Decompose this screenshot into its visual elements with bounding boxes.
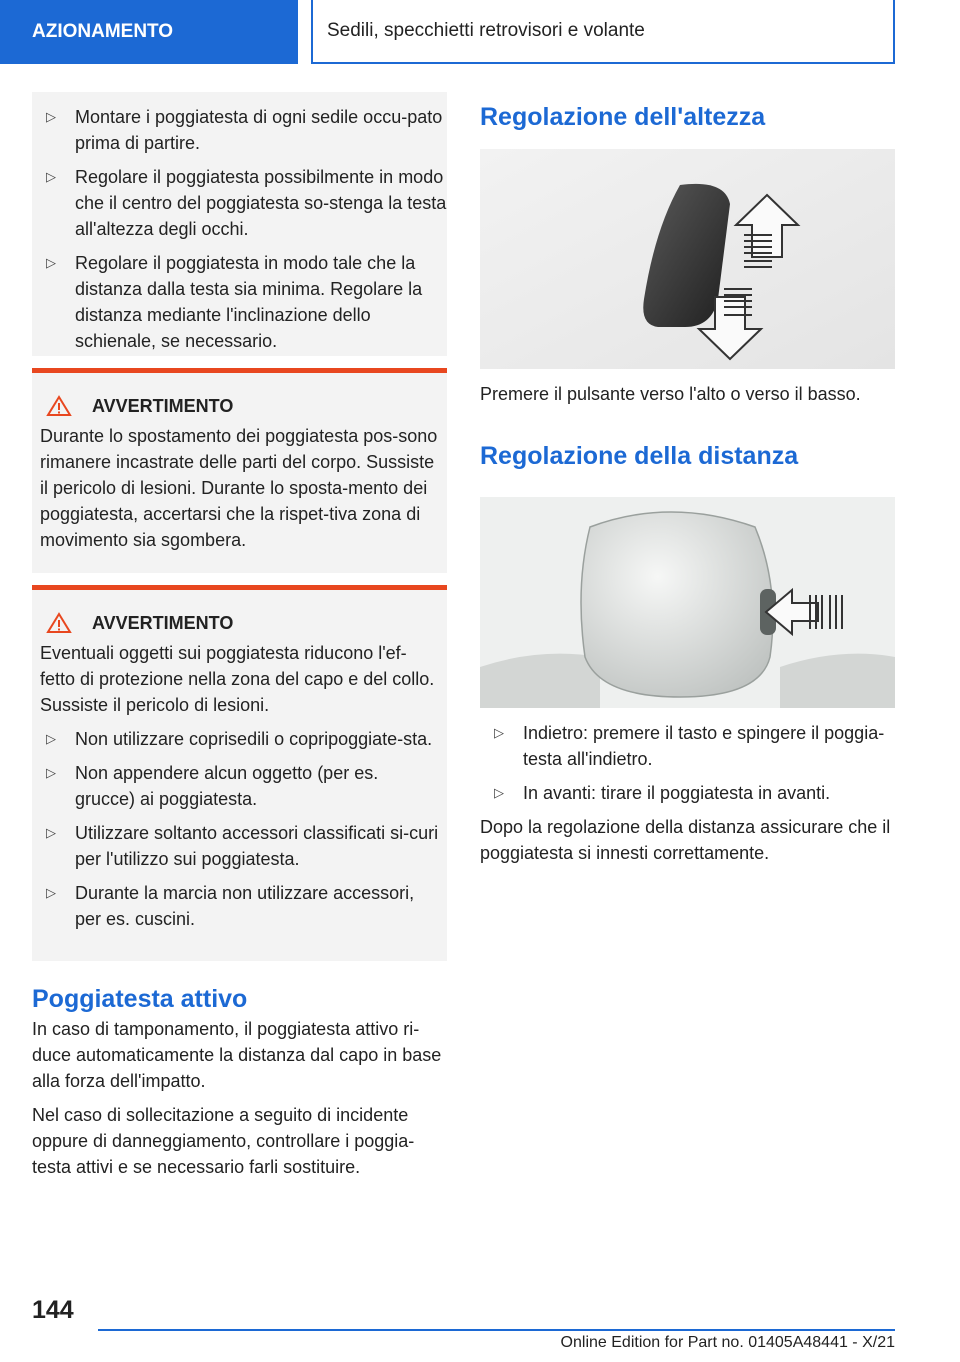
intro-panel — [32, 92, 447, 356]
footer-divider — [98, 1329, 895, 1331]
triangle-bullet-icon: ▷ — [46, 255, 56, 270]
list-item: ▷ Non utilizzare coprisedili o copripoggiate-sta. — [32, 726, 439, 752]
section-title: Sedili, specchietti retrovisori e volante — [311, 0, 895, 64]
height-caption: Premere il pulsante verso l'alto o verso il basso. — [480, 384, 861, 404]
list-item: ▷ Durante la marcia non utilizzare accessori, per es. cuscini. — [32, 880, 439, 932]
list-item: ▷ Utilizzare soltanto accessori classificati si-curi per l'utilizzo sui poggiatesta. — [32, 820, 439, 872]
chapter-tab: AZIONAMENTO — [0, 0, 298, 64]
warning-triangle-icon — [46, 395, 72, 417]
paragraph: In caso di tamponamento, il poggiatesta attivo ri-duce automaticamente la distanza dal capo in base alla forza dell'impatto. — [32, 1019, 442, 1091]
triangle-bullet-icon: ▷ — [46, 169, 56, 184]
section-heading: Regolazione dell'altezza — [480, 103, 766, 131]
triangle-bullet-icon: ▷ — [46, 109, 56, 124]
section-heading: Regolazione della distanza — [480, 442, 799, 470]
section-heading: Poggiatesta attivo — [32, 985, 248, 1013]
intro-list — [32, 104, 447, 354]
warning-text: Eventuali oggetti sui poggiatesta riducono l'ef-fetto di protezione nella zona del capo e del collo. Sussiste il pericolo di lesioni. — [40, 643, 435, 715]
paragraph: Nel caso di sollecitazione a seguito di incidente oppure di danneggiamento, controllare i poggia-testa attivi e se necessario farli sostituire. — [32, 1105, 415, 1177]
distance-note: Dopo la regolazione della distanza assicurare che il poggiatesta si innesti correttamente. — [480, 817, 891, 863]
warning-panel-1 — [32, 368, 447, 573]
footer-edition: Online Edition for Part no. 01405A48441 - X/21 — [560, 1334, 895, 1351]
distance-adjust-illustration — [480, 497, 895, 708]
height-adjust-illustration — [480, 149, 895, 369]
triangle-bullet-icon: ▷ — [46, 765, 56, 780]
list-item: ▷ Non appendere alcun oggetto (per es. grucce) ai poggiatesta. — [32, 760, 439, 812]
warning-heading: AVVERTIMENTO — [40, 612, 439, 634]
warning-triangle-icon — [46, 612, 72, 634]
active-headrest-section — [32, 985, 447, 1180]
headrest-button-image — [480, 149, 895, 369]
triangle-bullet-icon: ▷ — [494, 725, 504, 740]
warning-heading: AVVERTIMENTO — [40, 395, 439, 417]
list-item: ▷ Regolare il poggiatesta possibilmente in modo che il centro del poggiatesta so-stenga la testa all'altezza degli occhi. — [32, 164, 447, 242]
list-item: ▷ Montare i poggiatesta di ogni sedile occu-pato prima di partire. — [32, 104, 447, 156]
list-item: ▷ Indietro: premere il tasto e spingere il poggia-testa all'indietro. — [480, 720, 895, 772]
distance-list — [480, 720, 895, 806]
warning-text: Durante lo spostamento dei poggiatesta pos-sono rimanere incastrate delle parti del corpo. Sussiste il pericolo di lesioni. Durante lo sposta-mento dei poggiatesta, accertarsi che la rispet-tiva zona di movimento sia sgombera. — [40, 426, 438, 550]
distance-instructions — [480, 720, 895, 866]
list-item: ▷ Regolare il poggiatesta in modo tale che la distanza dalla testa sia minima. Regolare la distanza mediante l'inclinazione dello schienale, se necessario. — [32, 250, 447, 354]
triangle-bullet-icon: ▷ — [46, 885, 56, 900]
page-number: 144 — [32, 1296, 74, 1324]
triangle-bullet-icon: ▷ — [46, 731, 56, 746]
warning-list — [32, 726, 439, 932]
triangle-bullet-icon: ▷ — [494, 785, 504, 800]
headrest-image — [480, 497, 895, 708]
warning-panel-2 — [32, 585, 447, 961]
list-item: ▷ In avanti: tirare il poggiatesta in avanti. — [480, 780, 895, 806]
triangle-bullet-icon: ▷ — [46, 825, 56, 840]
